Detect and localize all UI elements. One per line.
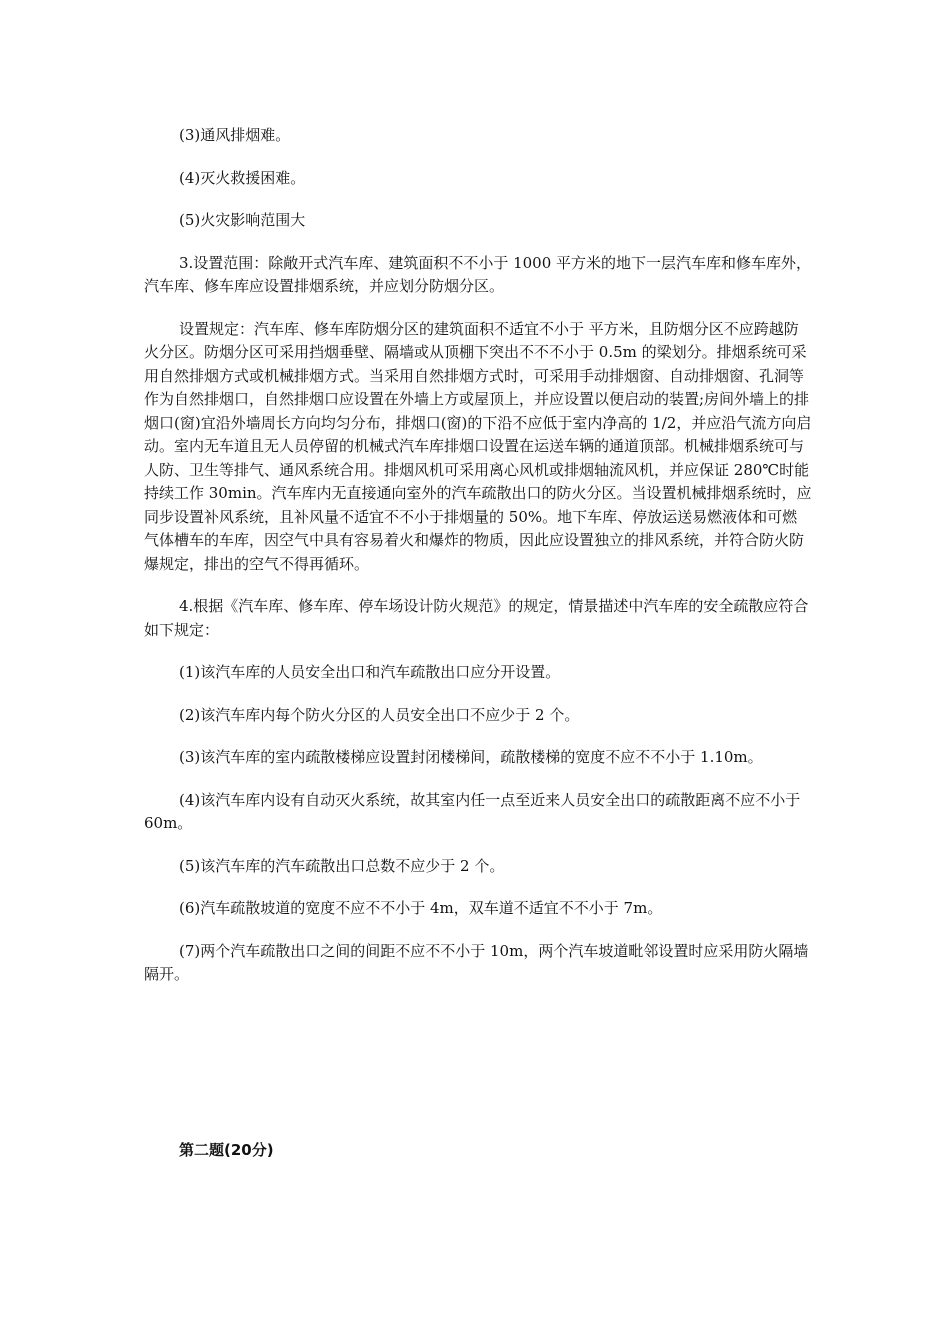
list-item-ventilation: (3)通风排烟难。: [179, 126, 291, 144]
list-item-ramp-width: (6)汽车疏散坡道的宽度不应不不小于 4m，双车道不适宜不不小于 7m。: [179, 899, 663, 917]
list-item-rescue: (4)灭火救援困难。: [179, 168, 306, 187]
list-item-impact: (5)火灾影响范围大: [179, 211, 306, 229]
list-item-evacuation-distance: (4)该汽车库内设有自动灭火系统，故其室内任一点至近来人员安全出口的疏散距离不应不小于 60m。: [144, 790, 801, 832]
paragraph-setting-requirements: 设置规定：汽车库、修车库防烟分区的建筑面积不适宜不小于 平方米，且防烟分区不应跨越防火分区。防烟分区可采用挡烟垂壁、隔墙或从顶棚下突出不不不小于 0.5m 的梁划分。排烟系统可采用自然排烟方式或机械排烟方式。当采用自然排烟方式时，可采用手动排烟窗、自动排烟窗、孔洞等作为自然排烟口，自然排烟口应设置在外墙上方或屋顶上，并应设置以便启动的装置;房间外墙上的排烟口(窗)宜沿外墙周长方向均匀分布，排烟口(窗)的下沿不应低于室内净高的 1/2，并应沿气流方向启动。室内无车道且无人员停留的机械式汽车库排烟口设置在运送车辆的通道顶部。机械排烟系统可与人防、卫生等排气、通风系统合用。排烟风机可采用离心风机或排烟轴流风机，并应保证 280℃时能持续工作 30min。汽车库内无直接通向室外的汽车疏散出口的防火分区。当设置机械排烟系统时，应同步设置补风系统，且补风量不适宜不不小于排烟量的 50%。地下车库、停放运送易燃液体和可燃气体槽车的车库，因空气中具有容易着火和爆炸的物质，因此应设置独立的排风系统，并符合防火防爆规定，排出的空气不得再循环。: [144, 319, 812, 573]
list-item-vehicle-exits: (5)该汽车库的汽车疏散出口总数不应少于 2 个。: [179, 856, 505, 875]
list-item-exits-separate: (1)该汽车库的人员安全出口和汽车疏散出口应分开设置。: [179, 663, 561, 681]
section-heading: 第二题(20分): [179, 1141, 274, 1159]
document-body: [144, 124, 812, 1006]
list-item-exit-count: (2)该汽车库内每个防火分区的人员安全出口不应少于 2 个。: [179, 705, 580, 724]
list-item-stairwell: (3)该汽车库的室内疏散楼梯应设置封闭楼梯间，疏散楼梯的宽度不应不不小于 1.10m。: [179, 748, 763, 766]
paragraph-setting-scope: 3.设置范围：除敞开式汽车库、建筑面积不不小于 1000 平方米的地下一层汽车库和修车库外，汽车库、修车库应设置排烟系统，并应划分防烟分区。: [144, 253, 812, 295]
list-item-exit-spacing: (7)两个汽车疏散出口之间的间距不应不不小于 10m，两个汽车坡道毗邻设置时应采用防火隔墙隔开。: [144, 941, 809, 983]
paragraph-evacuation-intro: 4.根据《汽车库、修车库、停车场设计防火规范》的规定，情景描述中汽车库的安全疏散应符合如下规定：: [144, 597, 809, 639]
